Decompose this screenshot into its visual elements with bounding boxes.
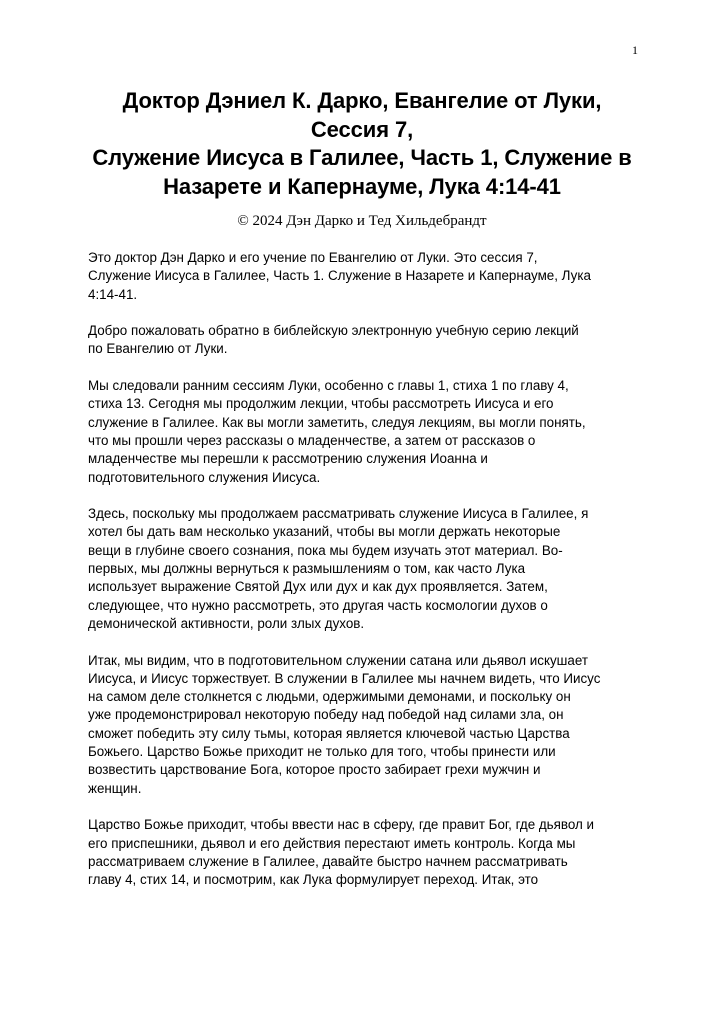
text-line: рассматриваем служение в Галилее, давайте быстро начнем рассматривать xyxy=(88,853,568,869)
body-text xyxy=(88,249,644,908)
text-line: Мы следовали ранним сессиям Луки, особенно с главы 1, стиха 1 по главу 4, xyxy=(88,378,569,394)
text-line: по Евангелию от Луки. xyxy=(88,341,228,357)
text-line: его приспешники, дьявол и его действия перестают иметь контроль. Когда мы xyxy=(88,835,576,851)
text-line: 4:14-41. xyxy=(88,286,138,302)
copyright-notice: © 2024 Дэн Дарко и Тед Хильдебрандт xyxy=(237,213,487,229)
text-line: Здесь, поскольку мы продолжаем рассматривать служение Иисуса в Галилее, я xyxy=(88,506,589,522)
text-line: уже продемонстрировал некоторую победу над победой над силами зла, он xyxy=(88,707,564,723)
title-line: Сессия 7, xyxy=(310,116,414,142)
title-line: Доктор Дэниел К. Дарко, Евангелие от Луки, xyxy=(122,88,602,113)
page-number: 1 xyxy=(632,43,638,57)
title-line: Назарете и Капернауме, Лука 4:14-41 xyxy=(163,173,561,199)
text-line: Добро пожаловать обратно в библейскую электронную учебную серию лекций xyxy=(88,323,579,339)
paragraph xyxy=(88,322,644,359)
title-line: Служение Иисуса в Галилее, Часть 1, Служение в xyxy=(92,145,632,170)
paragraph xyxy=(88,505,644,633)
paragraph xyxy=(88,652,644,798)
text-line: служение в Галилее. Как вы могли заметить, следуя лекциям, вы могли понять, xyxy=(88,414,586,430)
text-line: женщин. xyxy=(88,780,142,796)
text-line: демонической активности, роли злых духов. xyxy=(88,615,365,631)
text-line: Итак, мы видим, что в подготовительном служении сатана или дьявол искушает xyxy=(88,652,588,668)
paragraph xyxy=(88,249,644,304)
text-line: первых, мы должны вернуться к размышлениям о том, как часто Лука xyxy=(88,561,526,577)
text-line: стиха 13. Сегодня мы продолжим лекции, чтобы рассмотреть Иисуса и его xyxy=(88,396,554,412)
text-line: на самом деле столкнется с людьми, одержимыми демонами, и поскольку он xyxy=(88,689,571,705)
paragraph xyxy=(88,816,644,889)
text-line: подготовительного служения Иисуса. xyxy=(88,469,321,485)
text-line: следующее, что нужно рассмотреть, это другая часть космологии духов о xyxy=(88,597,548,613)
paragraph xyxy=(88,377,644,487)
text-line: вещи в глубине своего сознания, пока мы будем изучать этот материал. Во- xyxy=(88,542,563,558)
text-line: хотел бы дать вам несколько указаний, чтобы вы могли держать некоторые xyxy=(88,524,561,540)
document-title xyxy=(80,87,644,201)
text-line: возвестить царствование Бога, которое просто забирает грехи мужчин и xyxy=(88,762,541,778)
text-line: главу 4, стих 14, и посмотрим, как Лука формулирует переход. Итак, это xyxy=(88,872,539,888)
text-line: Служение Иисуса в Галилее, Часть 1. Служение в Назарете и Капернауме, Лука xyxy=(88,268,591,284)
text-line: что мы прошли через рассказы о младенчестве, а затем от рассказов о xyxy=(88,432,536,448)
text-line: Царство Божье приходит, чтобы ввести нас в сферу, где правит Бог, где дьявол и xyxy=(88,817,595,833)
text-line: младенчестве мы перешли к рассмотрению служения Иоанна и xyxy=(88,451,488,467)
text-line: использует выражение Святой Дух или дух и как дух проявляется. Затем, xyxy=(88,579,548,595)
text-line: Божьего. Царство Божье приходит не только для того, чтобы принести или xyxy=(88,744,556,760)
text-line: сможет победить эту силу тьмы, которая является ключевой частью Царства xyxy=(88,725,570,741)
text-line: Иисуса, и Иисус торжествует. В служении в Галилее мы начнем видеть, что Иисус xyxy=(88,670,601,686)
text-line: Это доктор Дэн Дарко и его учение по Евангелию от Луки. Это сессия 7, xyxy=(88,250,538,265)
